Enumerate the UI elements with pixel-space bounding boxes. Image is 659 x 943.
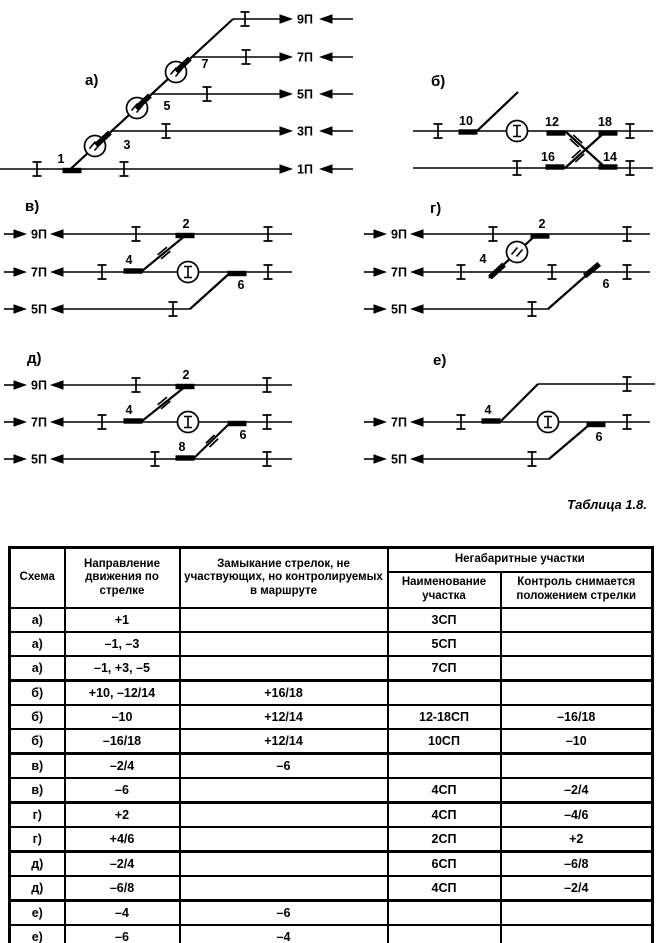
- cell-direction: –1, +3, –5: [65, 656, 180, 681]
- cell-section: 5СП: [388, 632, 501, 656]
- arrow-right-icon: [280, 164, 294, 174]
- arrow-left-icon: [319, 89, 333, 99]
- cell-direction: –4: [65, 901, 180, 926]
- cell-section: 4СП: [388, 876, 501, 901]
- cell-section: [388, 754, 501, 779]
- cell-control: –10: [501, 729, 653, 754]
- switch-label: 7: [201, 57, 209, 71]
- switch-mark: [547, 130, 566, 135]
- col-header-control: Контроль снимается положением стрелки: [501, 572, 653, 608]
- switch-mark: [176, 384, 195, 389]
- cell-control: –6/8: [501, 852, 653, 877]
- diagram-e: [364, 352, 655, 467]
- branch-line: [500, 384, 538, 422]
- cell-control: [501, 901, 653, 926]
- switch-label: 4: [484, 403, 492, 417]
- table-row: [10, 754, 653, 779]
- cell-scheme: в): [10, 754, 65, 779]
- switch-mark: [583, 262, 601, 278]
- arrow-left-icon: [50, 267, 64, 277]
- table-row: [10, 705, 653, 729]
- switch-label: 5: [163, 99, 171, 113]
- cell-section: 6СП: [388, 852, 501, 877]
- track-label: 1П: [297, 162, 313, 177]
- arrow-left-icon: [50, 229, 64, 239]
- arrow-right-icon: [374, 454, 388, 464]
- table-row: [10, 827, 653, 852]
- arrow-left-icon: [410, 229, 424, 239]
- switch-mark: [176, 233, 195, 238]
- table-row: [10, 729, 653, 754]
- table-row: [10, 778, 653, 803]
- track-label: 7П: [297, 50, 313, 65]
- track-label: 7П: [391, 265, 407, 280]
- switch-label: 6: [239, 428, 247, 442]
- cell-section: 4СП: [388, 778, 501, 803]
- branch-line: [194, 424, 229, 458]
- track-label: 5П: [31, 452, 47, 467]
- switch-label: 2: [538, 217, 546, 231]
- scheme-label: е): [433, 352, 447, 369]
- switch-mark: [587, 422, 606, 427]
- cell-scheme: е): [10, 901, 65, 926]
- arrow-right-icon: [14, 454, 28, 464]
- arrow-right-icon: [374, 304, 388, 314]
- table-row: [10, 852, 653, 877]
- track-label: 9П: [391, 227, 407, 242]
- switch-label: 4: [125, 403, 133, 417]
- circled-joint-icon: [538, 412, 559, 433]
- cell-scheme: г): [10, 803, 65, 828]
- arrow-left-icon: [319, 14, 333, 24]
- scheme-label: б): [431, 73, 446, 90]
- switch-mark: [63, 168, 82, 173]
- scheme-label: а): [85, 72, 99, 89]
- switch-mark: [459, 129, 478, 134]
- col-header-locking: Замыкание стрелок, не участвующих, но контролируемых в маршруте: [180, 548, 388, 609]
- switch-label: 8: [178, 440, 186, 454]
- arrow-right-icon: [14, 304, 28, 314]
- table-title: Таблица 1.8.: [567, 497, 647, 512]
- arrow-right-icon: [280, 14, 294, 24]
- cell-direction: –16/18: [65, 729, 180, 754]
- switch-label: 6: [237, 278, 245, 292]
- routes-table: [8, 546, 654, 943]
- cell-control: [501, 656, 653, 681]
- cell-direction: +2: [65, 803, 180, 828]
- circled-joint-icon: [507, 121, 528, 142]
- cell-scheme: б): [10, 681, 65, 706]
- arrow-right-icon: [14, 380, 28, 390]
- switch-label: 4: [479, 252, 487, 266]
- arrow-right-icon: [280, 52, 294, 62]
- switch-mark: [482, 418, 501, 423]
- diagram-v: [4, 198, 292, 317]
- arrow-left-icon: [50, 454, 64, 464]
- arrow-right-icon: [14, 267, 28, 277]
- arrow-left-icon: [50, 304, 64, 314]
- track-label: 5П: [391, 302, 407, 317]
- switch-mark: [124, 268, 143, 273]
- cell-control: –2/4: [501, 778, 653, 803]
- switch-mark: [228, 271, 247, 276]
- arrow-right-icon: [14, 229, 28, 239]
- cell-locking: [180, 803, 388, 828]
- switch-label: 18: [598, 115, 612, 129]
- track-label: 5П: [31, 302, 47, 317]
- switch-label: 2: [182, 217, 190, 231]
- arrow-left-icon: [50, 417, 64, 427]
- switch-mark: [546, 164, 565, 169]
- cell-direction: –10: [65, 705, 180, 729]
- cell-locking: –4: [180, 925, 388, 943]
- track-label: 9П: [31, 227, 47, 242]
- cell-control: [501, 754, 653, 779]
- cell-direction: –6: [65, 778, 180, 803]
- table-row: [10, 681, 653, 706]
- cell-locking: [180, 656, 388, 681]
- arrow-left-icon: [319, 52, 333, 62]
- cell-scheme: б): [10, 729, 65, 754]
- switch-mark: [176, 455, 195, 460]
- switch-mark: [599, 130, 618, 135]
- scheme-label: д): [27, 350, 42, 367]
- cell-scheme: е): [10, 925, 65, 943]
- cell-locking: [180, 876, 388, 901]
- cell-direction: –6: [65, 925, 180, 943]
- arrow-right-icon: [374, 417, 388, 427]
- cell-section: 12-18СП: [388, 705, 501, 729]
- cell-locking: +12/14: [180, 705, 388, 729]
- cell-scheme: д): [10, 852, 65, 877]
- arrow-left-icon: [410, 417, 424, 427]
- cell-control: [501, 632, 653, 656]
- cell-direction: +4/6: [65, 827, 180, 852]
- cell-section: 3СП: [388, 608, 501, 632]
- scheme-label: в): [25, 198, 40, 215]
- diagram-d: [4, 350, 292, 467]
- cell-direction: –6/8: [65, 876, 180, 901]
- cell-section: 2СП: [388, 827, 501, 852]
- diagram-a: [0, 12, 353, 177]
- arrow-right-icon: [280, 89, 294, 99]
- table-row: [10, 632, 653, 656]
- table-row: [10, 608, 653, 632]
- track-label: 7П: [31, 415, 47, 430]
- cell-section: [388, 681, 501, 706]
- table-row: [10, 803, 653, 828]
- cell-locking: [180, 827, 388, 852]
- cell-direction: –1, –3: [65, 632, 180, 656]
- switch-label: 2: [182, 368, 190, 382]
- table-row: [10, 876, 653, 901]
- arrow-right-icon: [374, 267, 388, 277]
- cell-locking: [180, 608, 388, 632]
- arrow-left-icon: [410, 454, 424, 464]
- cell-control: –16/18: [501, 705, 653, 729]
- arrow-right-icon: [280, 126, 294, 136]
- cell-locking: +12/14: [180, 729, 388, 754]
- cell-direction: +10, –12/14: [65, 681, 180, 706]
- cell-control: [501, 925, 653, 943]
- circled-joint-icon: [178, 262, 199, 283]
- col-header-scheme: Схема: [10, 548, 65, 609]
- arrow-left-icon: [319, 164, 333, 174]
- cell-section: [388, 925, 501, 943]
- switch-label: 16: [541, 150, 555, 164]
- switch-mark: [488, 263, 506, 280]
- cell-control: +2: [501, 827, 653, 852]
- col-header-section: Наименование участка: [388, 572, 501, 608]
- cell-locking: –6: [180, 754, 388, 779]
- cell-scheme: а): [10, 632, 65, 656]
- track-label: 5П: [297, 87, 313, 102]
- track-label: 7П: [391, 415, 407, 430]
- switch-label: 1: [57, 152, 65, 166]
- cell-section: [388, 901, 501, 926]
- switch-mark: [531, 233, 550, 238]
- arrow-left-icon: [410, 267, 424, 277]
- table-row: [10, 901, 653, 926]
- track-label: 5П: [391, 452, 407, 467]
- cell-direction: –2/4: [65, 852, 180, 877]
- table-header: [10, 548, 653, 609]
- arrow-left-icon: [319, 126, 333, 136]
- track-label: 9П: [31, 378, 47, 393]
- table-body: [10, 608, 653, 943]
- arrow-right-icon: [14, 417, 28, 427]
- table-row: [10, 656, 653, 681]
- cell-section: 10СП: [388, 729, 501, 754]
- switch-label: 10: [459, 114, 473, 128]
- switch-label: 3: [123, 138, 131, 152]
- track-label: 3П: [297, 124, 313, 139]
- cell-direction: –2/4: [65, 754, 180, 779]
- cell-locking: [180, 778, 388, 803]
- cell-section: 7СП: [388, 656, 501, 681]
- cell-scheme: б): [10, 705, 65, 729]
- diagram-b: [413, 73, 653, 175]
- col-header-direction: Направление движения по стрелке: [65, 548, 180, 609]
- cell-scheme: г): [10, 827, 65, 852]
- circled-joint-icon: [178, 412, 199, 433]
- switch-label: 6: [602, 277, 610, 291]
- cell-scheme: д): [10, 876, 65, 901]
- track-label: 7П: [31, 265, 47, 280]
- circled-isolation-icon: [507, 242, 528, 263]
- switch-mark: [228, 421, 247, 426]
- arrow-right-icon: [374, 229, 388, 239]
- cell-section: 4СП: [388, 803, 501, 828]
- arrow-left-icon: [50, 380, 64, 390]
- cell-control: [501, 608, 653, 632]
- switch-mark: [599, 164, 618, 169]
- cell-locking: [180, 852, 388, 877]
- switch-label: 14: [603, 150, 617, 164]
- cell-direction: +1: [65, 608, 180, 632]
- cell-scheme: а): [10, 608, 65, 632]
- switch-label: 6: [595, 430, 603, 444]
- cell-locking: +16/18: [180, 681, 388, 706]
- arrow-left-icon: [410, 304, 424, 314]
- cell-control: –2/4: [501, 876, 653, 901]
- cell-control: [501, 681, 653, 706]
- cell-locking: –6: [180, 901, 388, 926]
- scheme-label: г): [430, 200, 442, 217]
- switch-label: 4: [125, 253, 133, 267]
- col-header-oversize: Негабаритные участки: [388, 548, 653, 573]
- switch-mark: [124, 418, 143, 423]
- cell-scheme: а): [10, 656, 65, 681]
- cell-locking: [180, 632, 388, 656]
- switch-label: 12: [545, 115, 559, 129]
- cell-control: –4/6: [501, 803, 653, 828]
- table-row: [10, 925, 653, 943]
- track-label: 9П: [297, 12, 313, 27]
- diagram-g: [364, 200, 650, 317]
- cell-scheme: в): [10, 778, 65, 803]
